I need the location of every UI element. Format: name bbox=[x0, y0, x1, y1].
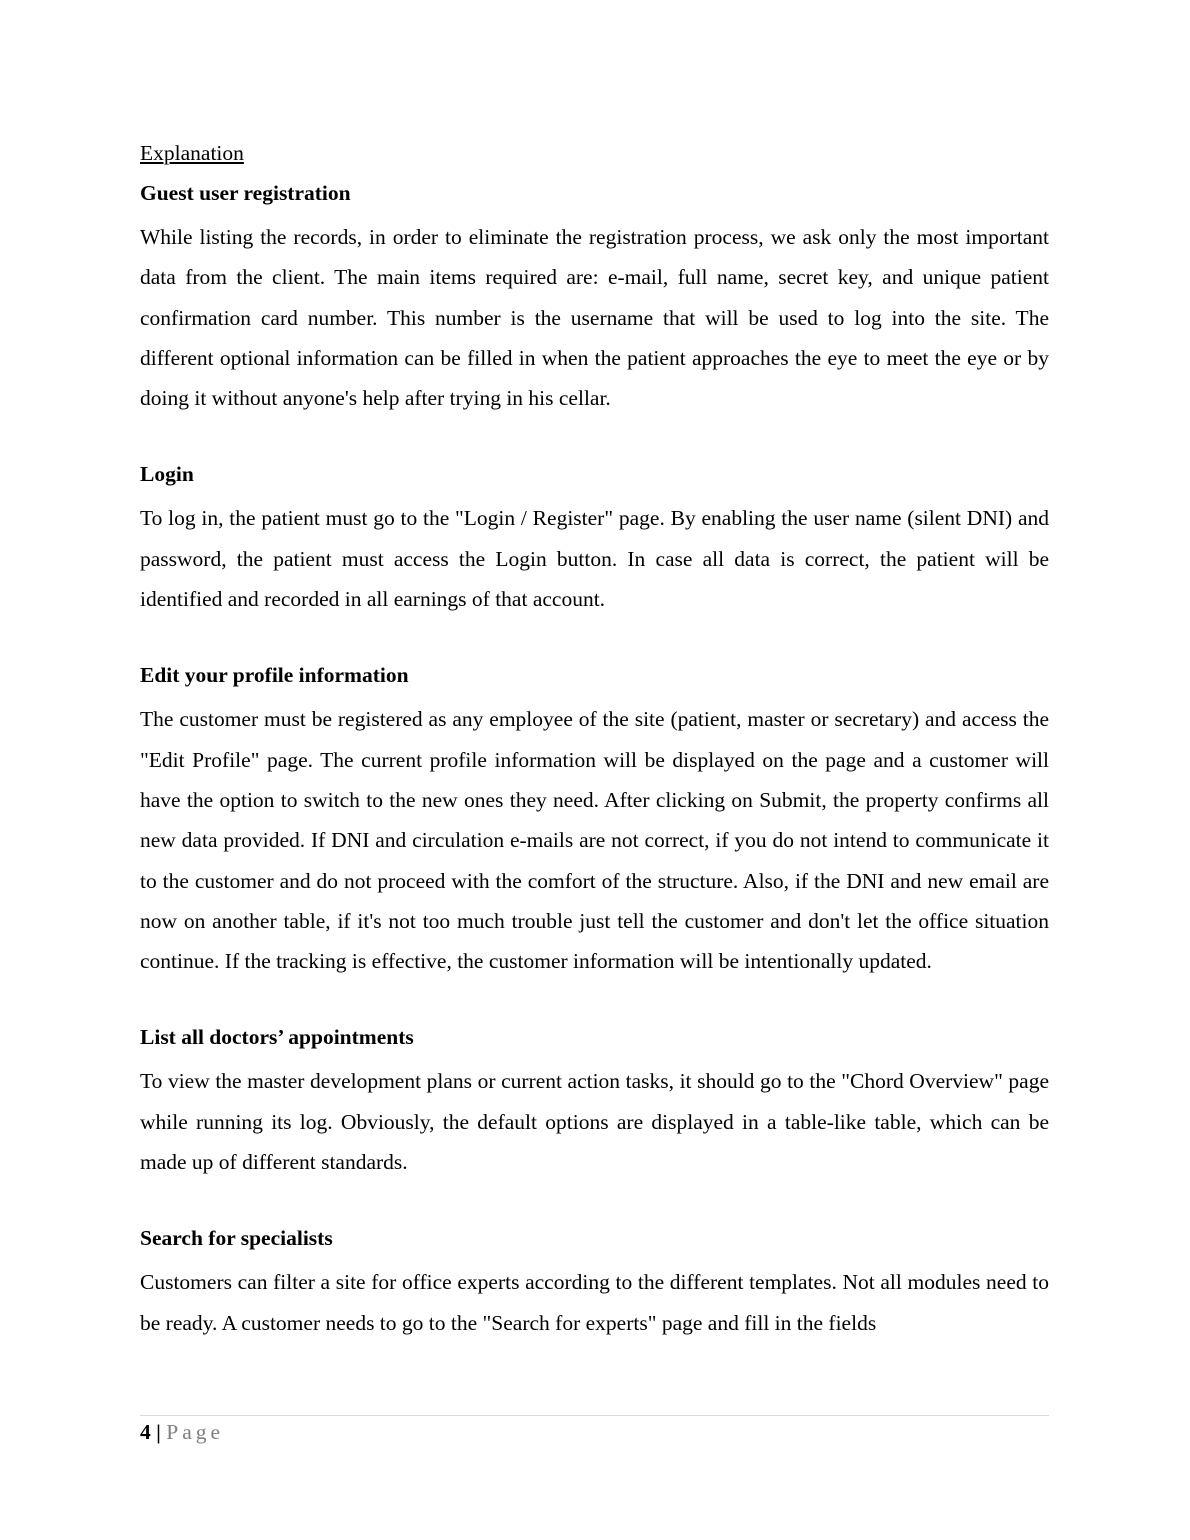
section-body: The customer must be registered as any employee of the site (patient, master or secretary) and access the "Edit Profile" page. The current profile information will be displayed on the page and a customer will have the option to switch to the new ones they need. After clicking on Submit, the property confirms all new data provided. If DNI and circulation e-mails are not correct, if you do not intend to communicate it to the customer and do not proceed with the comfort of the structure. Also, if the DNI and new email are now on another table, if it's not too much trouble just tell the customer and don't let the office situation continue. If the tracking is effective, the customer information will be intentionally updated. bbox=[140, 707, 1049, 974]
document-heading: Explanation bbox=[140, 141, 244, 165]
page-footer bbox=[140, 1417, 224, 1447]
section-body: To log in, the patient must go to the "Login / Register" page. By enabling the user name (silent DNI) and password, the patient must access the Login button. In case all data is correct, the patient will be identified and recorded in all earnings of that account. bbox=[140, 506, 1049, 612]
section-title: List all doctors’ appointments bbox=[140, 1025, 414, 1050]
section-list-appointments bbox=[140, 1021, 1049, 1182]
section-title: Edit your profile information bbox=[140, 663, 409, 688]
footer-divider bbox=[140, 1415, 1049, 1416]
section-title: Login bbox=[140, 462, 194, 487]
section-edit-profile bbox=[140, 659, 1049, 981]
section-login bbox=[140, 458, 1049, 619]
section-guest-registration bbox=[140, 177, 1049, 418]
section-body: Customers can filter a site for office experts according to the different templates. Not all modules need to be ready. A customer needs to go to the "Search for experts" page and fill in the fields bbox=[140, 1270, 1049, 1335]
section-body: While listing the records, in order to eliminate the registration process, we ask only the most important data from the client. The main items required are: e-mail, full name, secret key, and unique patient confirmation card number. This number is the username that will be used to log into the site. The different optional information can be filled in when the patient approaches the eye to meet the eye or by doing it without anyone's help after trying in his cellar. bbox=[140, 225, 1049, 411]
section-body: To view the master development plans or current action tasks, it should go to the "Chord Overview" page while running its log. Obviously, the default options are displayed in a table-like table, which can be made up of different standards. bbox=[140, 1069, 1049, 1175]
page-number: 4 bbox=[140, 1420, 151, 1444]
section-title: Search for specialists bbox=[140, 1226, 333, 1251]
section-title: Guest user registration bbox=[140, 181, 351, 205]
page-label: Page bbox=[166, 1420, 225, 1444]
footer-separator: | bbox=[156, 1420, 161, 1444]
page-content bbox=[140, 137, 1049, 1383]
section-search-specialists bbox=[140, 1222, 1049, 1343]
